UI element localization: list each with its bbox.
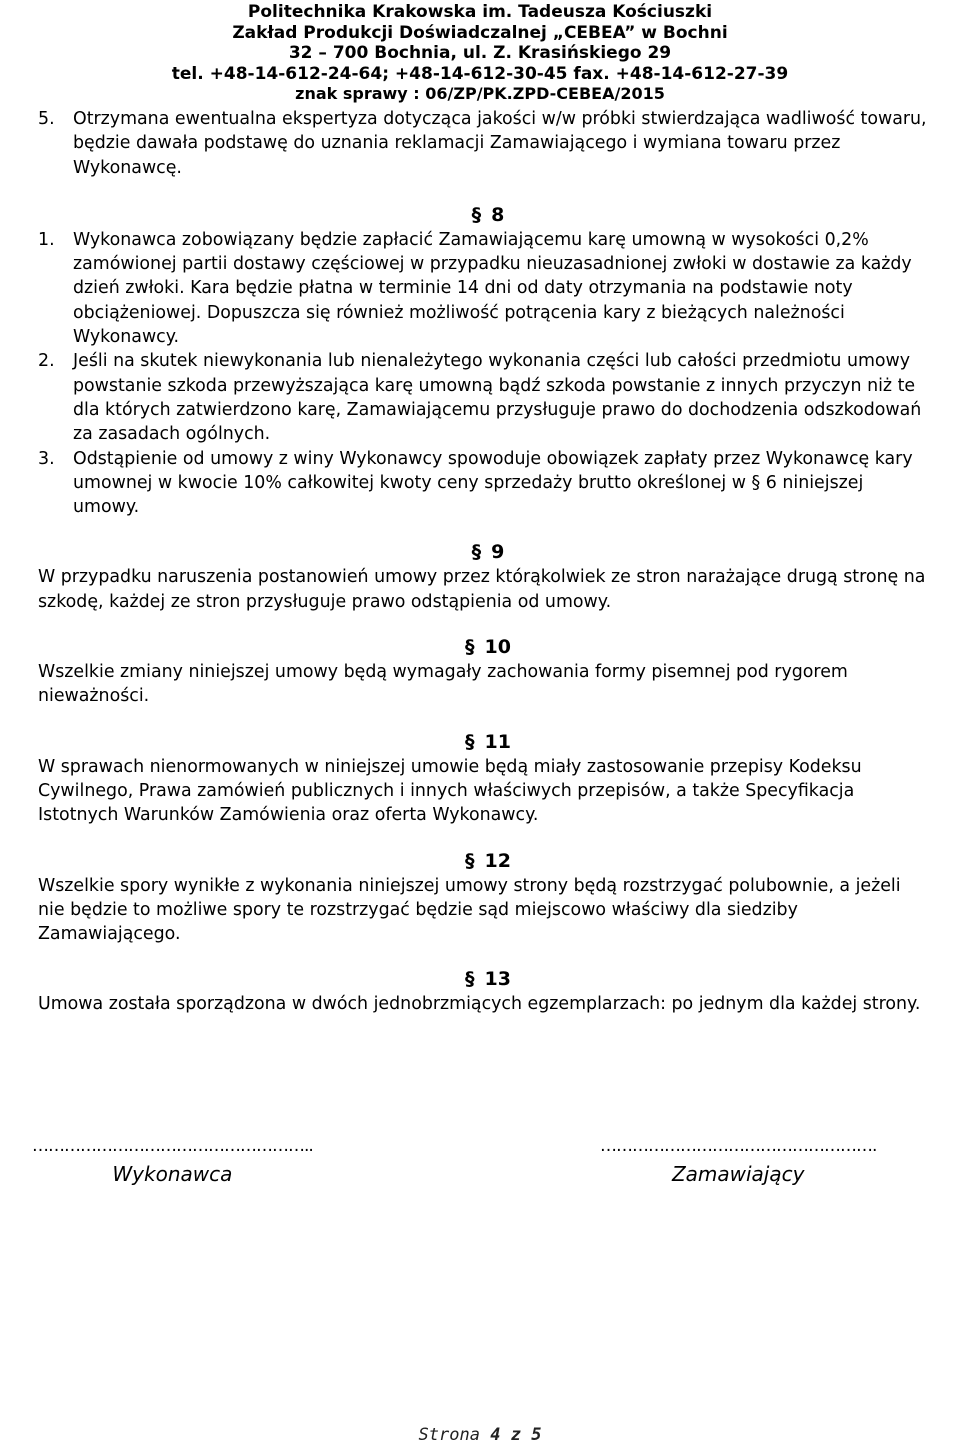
section-sign: § [465, 636, 475, 659]
section-heading-12 [38, 848, 930, 874]
item-text: Jeśli na skutek niewykonania lub nienależytego wykonania części lub całości przedmiotu umowy powstanie szkoda przewyższająca karę umowną bądź szkoda powstanie z innych przyczyn niż te dla których zatwierdzono karę, Zamawiającemu przysługuje prawo do dochodzenia odszkodowań za zasadach ogólnych. [73, 351, 922, 445]
section-heading-8 [38, 202, 930, 228]
section-sign: § [471, 541, 482, 564]
signature-client [600, 1136, 876, 1186]
header-department: Zakład Produkcji Doświadczalnej „CEBEA” w Bochni [232, 22, 728, 43]
section-text: W przypadku naruszenia postanowień umowy przez którąkolwiek ze stron narażające drugą stronę na szkodę, każdej ze stron przysługuje prawo odstąpienia od umowy. [38, 567, 926, 612]
section-text: Wszelkie zmiany niniejszej umowy będą wymagały zachowania formy pisemnej pod rygorem nieważności. [38, 662, 848, 707]
section-text: W sprawach nienormowanych w niniejszej umowie będą miały zastosowanie przepisy Kodeksu Cywilnego, Prawa zamówień publicznych i innych właściwych przepisów, a także Specyfikacja Istotnych Warunków Zamówienia oraz oferta Wykonawcy. [38, 756, 862, 826]
list-item [38, 447, 930, 520]
document-header [0, 2, 960, 105]
section-number: 8 [491, 203, 505, 226]
section-sign: § [465, 730, 475, 753]
section-text: Umowa została sporządzona w dwóch jednobrzmiących egzemplarzach: po jednym dla każdej strony. [38, 994, 921, 1015]
item-number: 3. [38, 448, 55, 469]
item-text: Odstąpienie od umowy z winy Wykonawcy spowoduje obowiązek zapłaty przez Wykonawcę kary umownej w kwocie 10% całkowitej kwoty ceny sprzedaży brutto określonej w § 6 niniejszej umowy. [73, 448, 913, 518]
section-heading-10 [38, 634, 930, 660]
header-institution: Politechnika Krakowska im. Tadeusza Kościuszki [247, 2, 713, 22]
item-text: Otrzymana ewentualna ekspertyza dotycząca jakości w/w próbki stwierdzająca wadliwość towaru, będzie dawała podstawę do uznania reklamacji Zamawiającego i wymiana towaru przez Wykonawcę. [73, 109, 927, 178]
section-number: 13 [484, 968, 511, 991]
list-item [38, 228, 930, 349]
header-case-number: znak sprawy : 06/ZP/PK.ZPD-CEBEA/2015 [295, 84, 665, 103]
section-heading-9 [38, 539, 930, 565]
item-number: 2. [38, 351, 55, 372]
section-heading-11 [38, 729, 930, 755]
current-page: 4 [490, 1425, 501, 1445]
document-body [38, 107, 930, 1017]
section-heading-13 [38, 966, 930, 992]
signature-role: Wykonawca [112, 1162, 233, 1186]
section-sign: § [471, 203, 482, 226]
section-number: 12 [484, 849, 511, 872]
signature-line: …………………………………………….. [32, 1136, 313, 1156]
item-number: 5. [38, 109, 55, 129]
list-item [38, 107, 930, 180]
signature-role: Zamawiający [671, 1162, 805, 1186]
item-text: Wykonawca zobowiązany będzie zapłacić Zamawiającemu karę umowną w wysokości 0,2% zamówionej partii dostawy częściowej w przypadku nieuzasadnionej zwłoki w dostawie za każdy dzień zwłoki. Kara będzie płatna w terminie 14 dni od daty otrzymania na podstawie noty obciążeniowej. Dopuszcza się również możliwość potrącenia kary z bieżących należności Wykonawcy. [73, 229, 912, 348]
section-number: 10 [484, 636, 511, 659]
page-number [0, 1425, 960, 1445]
section-number: 9 [491, 541, 505, 564]
section-text: Wszelkie spory wynikłe z wykonania niniejszej umowy strony będą rozstrzygać polubownie, a jeżeli nie będzie to możliwe spory te rozstrzygać będzie sąd miejscowo właściwy dla siedziby Zamawiającego. [38, 875, 901, 945]
total-pages: 5 [531, 1425, 542, 1445]
section-sign: § [465, 849, 475, 872]
header-address: 32 – 700 Bochnia, ul. Z. Krasińskiego 29 [288, 43, 672, 63]
section-number: 11 [484, 730, 511, 753]
signature-line: ……………………………………………. [600, 1136, 877, 1156]
signature-contractor [32, 1136, 313, 1186]
page-label: Strona [418, 1425, 480, 1445]
section-sign: § [465, 968, 475, 991]
list-item [38, 349, 930, 446]
item-number: 1. [38, 229, 55, 250]
header-phone: tel. +48-14-612-24-64; +48-14-612-30-45 fax. +48-14-612-27-39 [171, 63, 789, 84]
page-separator: z [510, 1425, 521, 1445]
